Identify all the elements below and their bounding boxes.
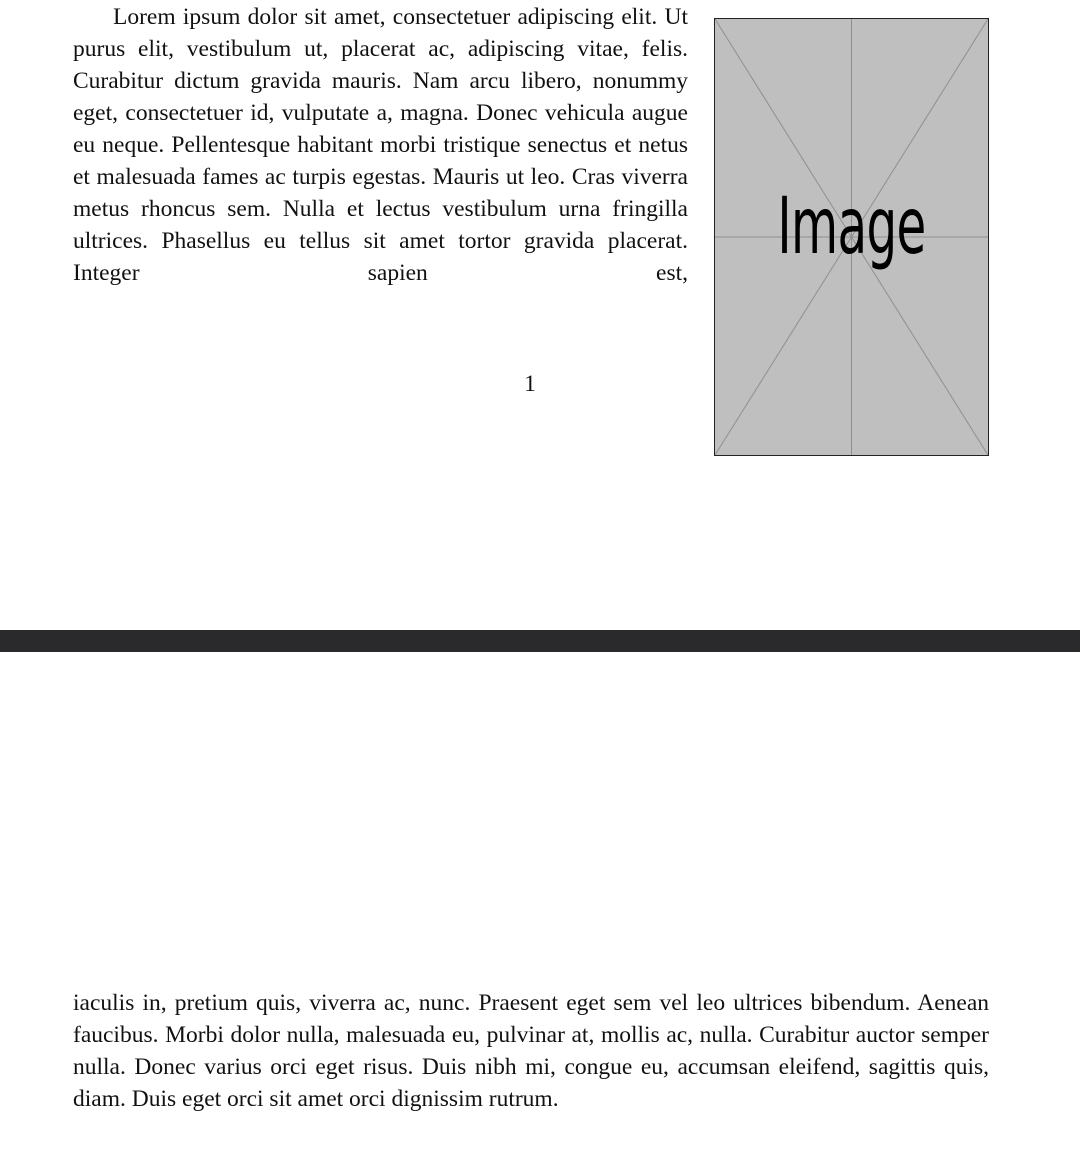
page-separator — [0, 630, 1080, 652]
page-2-paragraph: iaculis in, pretium quis, viverra ac, nunc. Praesent eget sem vel leo ultrices bibendum. Aenean faucibus. Morbi dolor nulla, malesuada eu, pulvinar at, mollis ac, nulla. Curabitur auctor semper nulla. Donec varius orci eget risus. Duis nibh mi, congue eu, accumsan eleifend, sagittis quis, diam. Duis eget orci sit amet orci dignissim rutrum. — [73, 990, 989, 1112]
page-2 — [0, 652, 1080, 1154]
image-placeholder-label: Image — [777, 182, 926, 272]
page-1-paragraph: Lorem ipsum dolor sit amet, consectetuer adipiscing elit. Ut purus elit, vestibulum ut, placerat ac, adipiscing vitae, felis. Curabitur dictum gravida mauris. Nam arcu libero, nonummy eget, consectetuer id, vulputate a, magna. Donec vehicula augue eu neque. Pellentesque habitant morbi tristique senectus et netus et malesuada fames ac turpis egestas. Mauris ut leo. Cras viverra metus rhoncus sem. Nulla et lectus vestibulum urna fringilla ultrices. Phasellus eu tellus sit amet tortor gravida placerat. Integer sapien est, — [73, 4, 688, 286]
image-placeholder — [714, 18, 989, 456]
page-number: 1 — [524, 371, 536, 397]
